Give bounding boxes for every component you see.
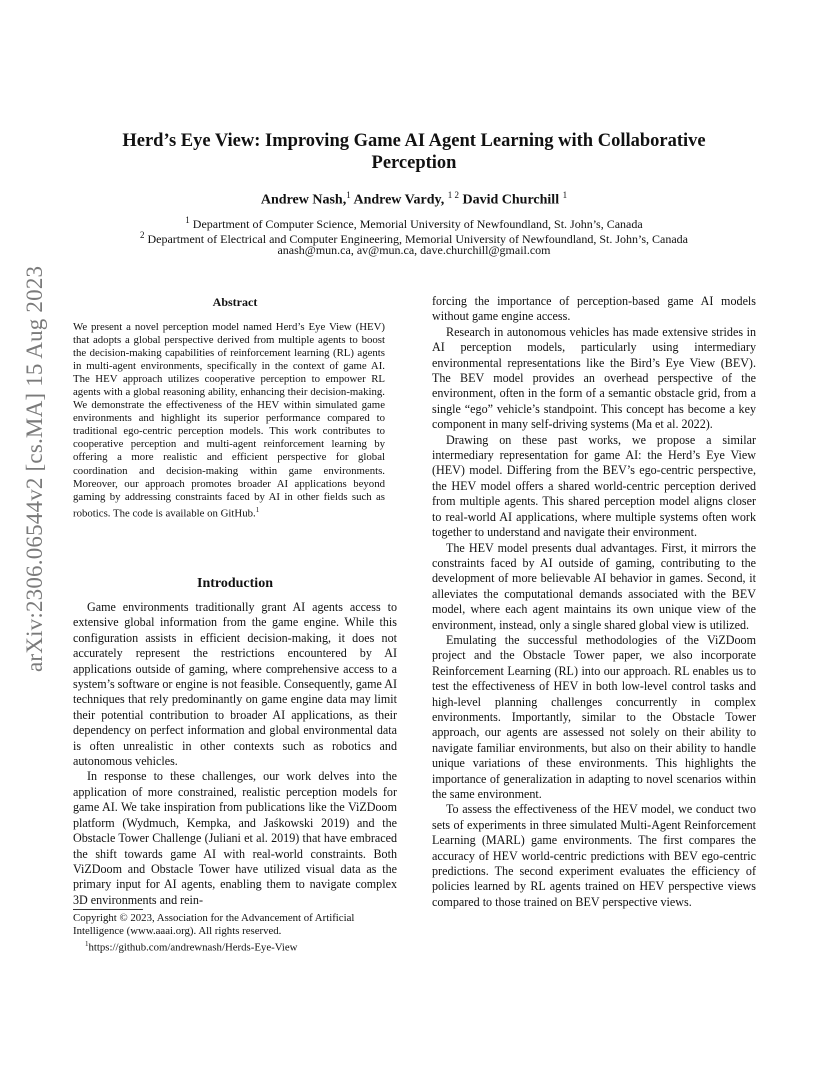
introduction-body: [73, 600, 397, 908]
author-affiliation-mark: 1: [346, 190, 351, 200]
right-column-body: [432, 294, 756, 910]
copyright-notice: Copyright © 2023, Association for the Advancement of Artificial Intelligence (www.aaai.org). All rights reserved.: [73, 912, 355, 937]
footnote-mark: 1: [255, 505, 260, 514]
paragraph: Research in autonomous vehicles has made extensive strides in AI perception models, particularly using intermediary environmental representations like the Bird’s Eye View (BEV). The BEV model provides an overhead perspective of the environment, often in the form of a semantic obstacle grid, from a single “ego” vehicle’s standpoint. This concept has become a key component in many self-driving systems (Ma et al. 2022).: [432, 324, 756, 432]
paragraph: Emulating the successful methodologies of the ViZDoom project and the Obstacle Tower paper, we also incorporate Reinforcement Learning (RL) into our approach. RL enables us to test the effectiveness of HEV in both low-level control tasks and high-level planning challenges concurrently in complex environments. Importantly, similar to the Obstacle Tower approach, our agents are assessed not solely on their ability to navigate familiar environments, but also on their ability to handle unique variations of these environments. This highlights the importance of generalization in adapting to novel scenarios within the same environment.: [432, 632, 756, 801]
abstract-heading: Abstract: [212, 295, 258, 309]
paragraph: In response to these challenges, our work delves into the application of more constrained, realistic perception models for game AI. We take inspiration from publications like the ViZDoom platform (Wydmuch, Kempka, and Jaśkowski 2019) and the Obstacle Tower Challenge (Juliani et al. 2019) that have embraced the shift towards game AI with real-world constraints. Both ViZDoom and Obstacle Tower have utilized visual data as the primary input for AI agents, enabling them to navigate complex 3D environments and rein-: [73, 769, 397, 907]
author-name: Andrew Nash,: [260, 192, 347, 208]
affiliation-mark: 1: [185, 215, 190, 225]
author-emails: anash@mun.ca, av@mun.ca, dave.churchill@gmail.com: [277, 243, 551, 257]
author-name: David Churchill: [462, 192, 560, 208]
footnote-github: [73, 938, 403, 954]
abstract-body: We present a novel perception model named Herd’s Eye View (HEV) that adopts a global perspective derived from multiple agents to boost the decision-making capabilities of reinforcement learning (RL) agents in multi-agent environments, specifically in the context of game AI. The HEV approach utilizes cooperative perception to empower RL agents with a global reasoning ability, enhancing their decision-making. We demonstrate the effectiveness of the HEV within simulated game environments and highlight its superior performance compared to traditional ego-centric perception models. This work contributes to cooperative perception and multi-agent reinforcement learning by offering a more realistic and efficient perspective for global coordination and decision-making within game environments. Moreover, our approach promotes broader AI applications beyond gaming by addressing constraints faced by AI in other fields such as robotics. The code is available on GitHub.: [73, 321, 385, 520]
author-affiliation-mark: 1: [562, 190, 568, 200]
abstract-text: [73, 321, 385, 520]
paragraph: Game environments traditionally grant AI agents access to extensive global information from the game engine. While this configuration assists in efficient decision-making, it does not accurately represent the restrictions encountered by AI applications outside of gaming, where comprehensive access to a system’s software or engine is not feasible. Consequently, game AI techniques that rely predominantly on game engine data may limit their potential contribution to broader AI applications, as their dependency on perfect information and global environmental data is often unrealistic in other contexts such as robotics and autonomous vehicles.: [73, 600, 397, 769]
paragraph: forcing the importance of perception-based game AI models without game engine access.: [432, 294, 756, 324]
author-list: [90, 190, 738, 209]
paragraph: Drawing on these past works, we propose a similar intermediary representation for game AI: the Herd’s Eye View (HEV) model. Differing from the BEV’s ego-centric perspective, the HEV model offers a shared world-centric perception derived from multiple agents. This shared perception model aligns closer to real-world AI applications, where multiple systems often work together to understand and navigate their environment.: [432, 432, 756, 540]
footnotes: [73, 912, 403, 954]
section-heading-introduction: Introduction: [197, 576, 273, 591]
paper-title: Herd’s Eye View: Improving Game AI Agent Learning with Collaborative Perception: [122, 131, 706, 173]
affiliation-mark: 2: [139, 230, 145, 240]
arxiv-identifier: arXiv:2306.06544v2 [cs.MA] 15 Aug 2023: [22, 265, 47, 672]
affiliation-text: Department of Electrical and Computer Engineering, Memorial University of Newfoundland, St. John’s, Canada: [147, 232, 689, 246]
author-name: Andrew Vardy,: [353, 192, 445, 208]
author-affiliation-mark: 1 2: [447, 190, 459, 200]
paragraph: To assess the effectiveness of the HEV model, we conduct two sets of experiments in three simulated Multi-Agent Reinforcement Learning (MARL) game environments. The first compares the accuracy of HEV world-centric predictions with BEV ego-centric predictions. The second experiment evaluates the efficiency of policies learned by RL agents trained on HEV perspective views compared to those trained on BEV perspective views.: [432, 802, 756, 909]
github-link[interactable]: https://github.com/andrewnash/Herds-Eye-View: [88, 941, 298, 954]
affiliation-text: Department of Computer Science, Memorial University of Newfoundland, St. John’s, Canada: [192, 217, 643, 231]
footnote-mark: 1: [85, 939, 89, 948]
paragraph: The HEV model presents dual advantages. First, it mirrors the constraints faced by AI outside of gaming, contributing to the development of more believable AI behavior in games. Second, it alleviates the computational demands associated with the BEV model, where each agent maintains its own unique view of the environment, instead, only a single shared global view is utilized.: [432, 540, 756, 632]
footnote-divider: [73, 909, 143, 910]
